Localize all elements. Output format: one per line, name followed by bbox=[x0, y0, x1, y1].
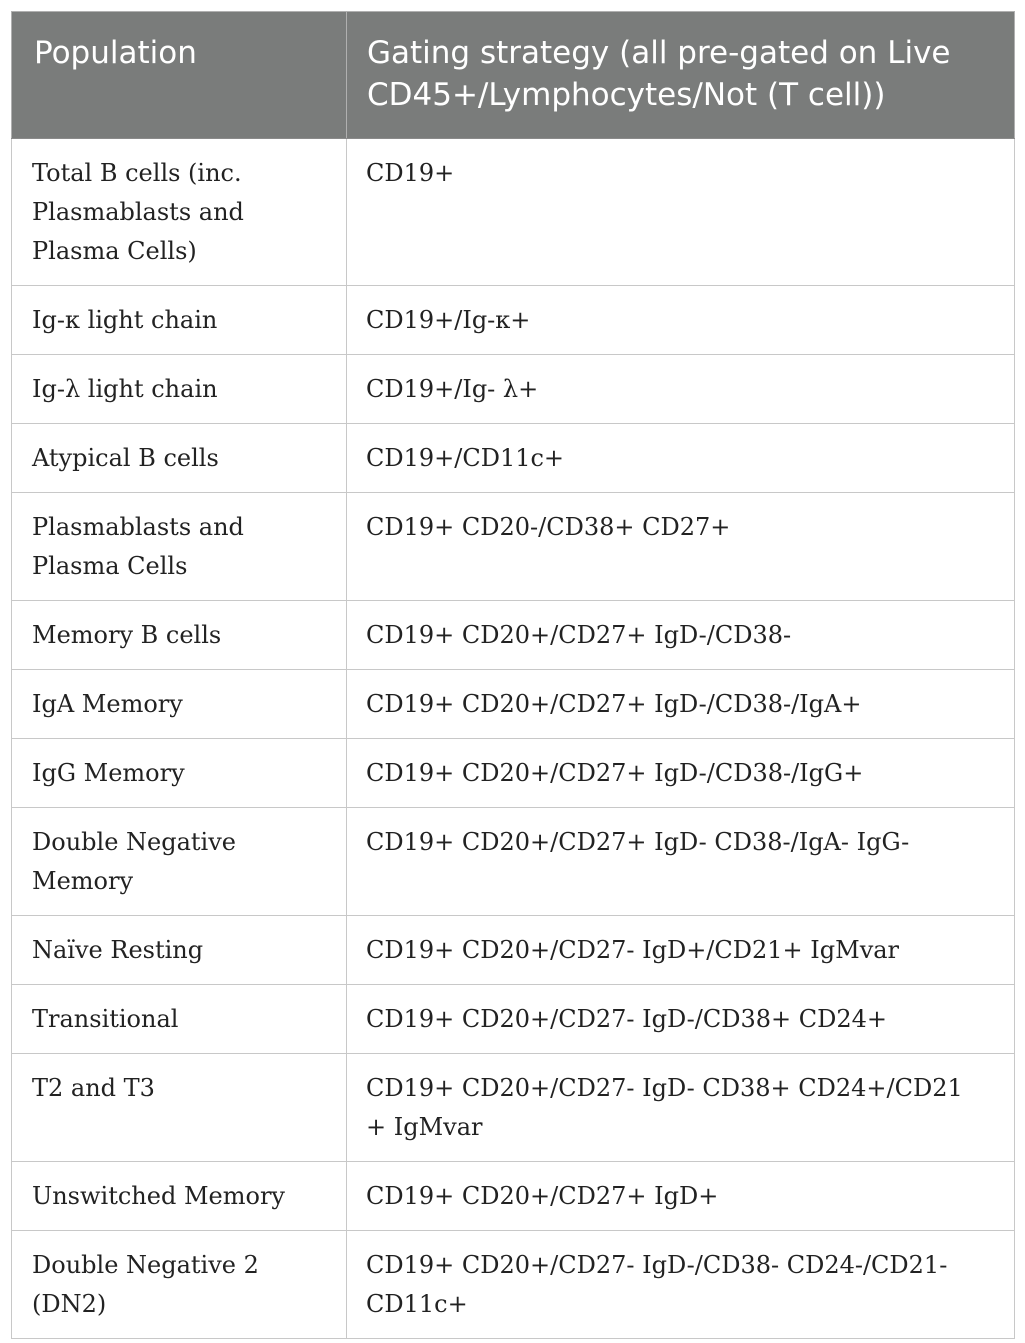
population-cell: Double Negative 2 (DN2) bbox=[12, 1231, 347, 1339]
population-cell: Atypical B cells bbox=[12, 424, 347, 493]
population-cell: IgA Memory bbox=[12, 670, 347, 739]
gating-cell: CD19+/Ig- λ+ bbox=[347, 355, 1015, 424]
gating-strategy-table-container bbox=[11, 11, 1014, 1339]
population-cell: Double Negative Memory bbox=[12, 808, 347, 916]
population-cell: Transitional bbox=[12, 985, 347, 1054]
table-row bbox=[12, 493, 1015, 601]
population-cell: Ig-κ light chain bbox=[12, 286, 347, 355]
gating-cell: CD19+ CD20-/CD38+ CD27+ bbox=[347, 493, 1015, 601]
table-row bbox=[12, 1054, 1015, 1162]
gating-cell: CD19+ CD20+/CD27- IgD+/CD21+ IgMvar bbox=[347, 916, 1015, 985]
gating-cell: CD19+/CD11c+ bbox=[347, 424, 1015, 493]
header-row bbox=[12, 12, 1015, 139]
population-cell: T2 and T3 bbox=[12, 1054, 347, 1162]
table-row bbox=[12, 424, 1015, 493]
table-row bbox=[12, 985, 1015, 1054]
table-body bbox=[12, 139, 1015, 1339]
gating-cell: CD19+ CD20+/CD27+ IgD-/CD38- bbox=[347, 601, 1015, 670]
population-cell: Unswitched Memory bbox=[12, 1162, 347, 1231]
gating-cell: CD19+ CD20+/CD27+ IgD+ bbox=[347, 1162, 1015, 1231]
table-row bbox=[12, 1231, 1015, 1339]
gating-cell: CD19+ CD20+/CD27- IgD-/CD38- CD24-/CD21- CD11c+ bbox=[347, 1231, 1015, 1339]
table-row bbox=[12, 916, 1015, 985]
gating-strategy-table bbox=[11, 11, 1015, 1339]
table-row bbox=[12, 355, 1015, 424]
header-gating-strategy: Gating strategy (all pre-gated on Live CD45+/Lymphocytes/Not (T cell)) bbox=[347, 12, 1015, 139]
population-cell: Ig-λ light chain bbox=[12, 355, 347, 424]
gating-cell: CD19+ CD20+/CD27- IgD- CD38+ CD24+/CD21 + IgMvar bbox=[347, 1054, 1015, 1162]
gating-cell: CD19+/Ig-κ+ bbox=[347, 286, 1015, 355]
population-cell: Plasmablasts and Plasma Cells bbox=[12, 493, 347, 601]
table-row bbox=[12, 139, 1015, 286]
table-row bbox=[12, 286, 1015, 355]
population-cell: Naïve Resting bbox=[12, 916, 347, 985]
gating-cell: CD19+ bbox=[347, 139, 1015, 286]
population-cell: IgG Memory bbox=[12, 739, 347, 808]
table-header bbox=[12, 12, 1015, 139]
gating-cell: CD19+ CD20+/CD27- IgD-/CD38+ CD24+ bbox=[347, 985, 1015, 1054]
population-cell: Memory B cells bbox=[12, 601, 347, 670]
table-row bbox=[12, 670, 1015, 739]
table-row bbox=[12, 808, 1015, 916]
header-population: Population bbox=[12, 12, 347, 139]
gating-cell: CD19+ CD20+/CD27+ IgD-/CD38-/IgA+ bbox=[347, 670, 1015, 739]
gating-cell: CD19+ CD20+/CD27+ IgD- CD38-/IgA- IgG- bbox=[347, 808, 1015, 916]
population-cell: Total B cells (inc. Plasmablasts and Plasma Cells) bbox=[12, 139, 347, 286]
gating-cell: CD19+ CD20+/CD27+ IgD-/CD38-/IgG+ bbox=[347, 739, 1015, 808]
table-row bbox=[12, 601, 1015, 670]
table-row bbox=[12, 739, 1015, 808]
table-row bbox=[12, 1162, 1015, 1231]
